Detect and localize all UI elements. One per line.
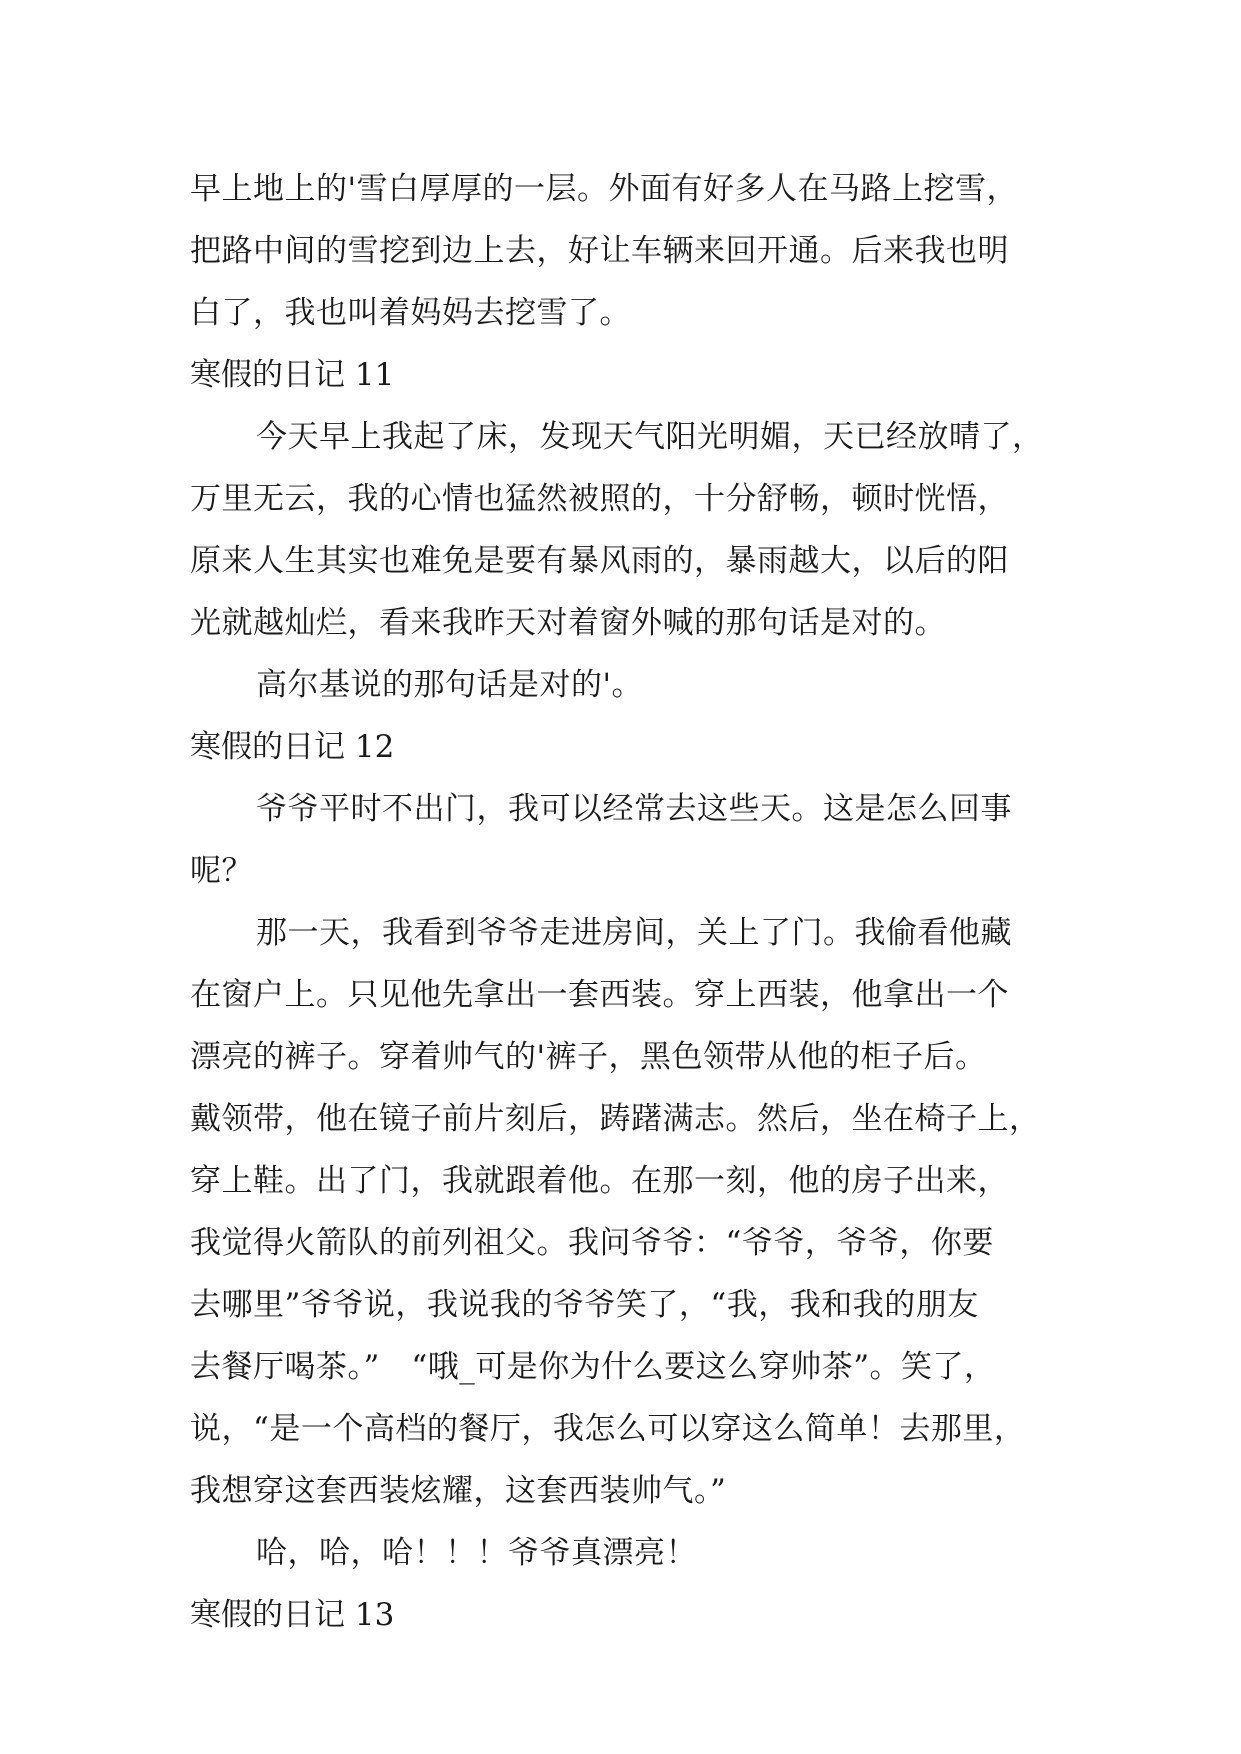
- paragraph-line: 原来人生其实也难免是要有暴风雨的，暴雨越大，以后的阳: [190, 543, 1009, 579]
- paragraph-line: 光就越灿烂，看来我昨天对着窗外喊的那句话是对的。: [190, 605, 946, 641]
- paragraph-line: 那一天，我看到爷爷走进房间，关上了门。我偷看他藏: [256, 915, 1012, 951]
- paragraph-line: 把路中间的雪挖到边上去，好让车辆来回开通。后来我也明: [190, 233, 1009, 269]
- paragraph-line: 今天早上我起了床，发现天气阳光明媚，天已经放晴了，: [256, 419, 1044, 455]
- document-body: [190, 158, 1062, 1646]
- paragraph-line: 早上地上的'雪白厚厚的一层。外面有好多人在马路上挖雪，: [190, 171, 1019, 207]
- paragraph-line: 穿上鞋。出了门，我就跟着他。在那一刻，他的房子出来，: [190, 1163, 1009, 1199]
- paragraph-line: 在窗户上。只见他先拿出一套西装。穿上西装，他拿出一个: [190, 977, 1009, 1013]
- paragraph-line: 说，“是一个高档的餐厅，我怎么可以穿这么简单！去那里，: [190, 1411, 1026, 1447]
- paragraph-line: 戴领带，他在镜子前片刻后，踌躇满志。然后，坐在椅子上，: [190, 1101, 1041, 1137]
- paragraph-line: 去餐厅喝茶。” “哦_可是你为什么要这么穿帅茶”。笑了，: [190, 1349, 996, 1385]
- paragraph-line: 哈，哈，哈！！！爷爷真漂亮！: [256, 1535, 697, 1571]
- diary-entry-heading: 寒假的日记 12: [190, 729, 395, 765]
- diary-entry-heading: 寒假的日记 11: [190, 357, 395, 393]
- paragraph-line: 爷爷平时不出门，我可以经常去这些天。这是怎么回事: [256, 791, 1012, 827]
- paragraph-line: 去哪里”爷爷说，我说我的爷爷笑了，“我，我和我的朋友: [190, 1287, 979, 1323]
- paragraph-line: 高尔基说的那句话是对的'。: [256, 667, 644, 703]
- paragraph-line: 呢？: [190, 853, 253, 889]
- diary-entry-heading: 寒假的日记 13: [190, 1597, 395, 1633]
- paragraph-line: 漂亮的裤子。穿着帅气的'裤子，黑色领带从他的柜子后。: [190, 1039, 987, 1075]
- paragraph-line: 我想穿这套西装炫耀，这套西装帅气。”: [190, 1473, 727, 1509]
- paragraph-line: 白了，我也叫着妈妈去挖雪了。: [190, 295, 631, 331]
- paragraph-line: 万里无云，我的心情也猛然被照的，十分舒畅，顿时恍悟，: [190, 481, 1009, 517]
- paragraph-line: 我觉得火箭队的前列祖父。我问爷爷：“爷爷，爷爷，你要: [190, 1225, 994, 1261]
